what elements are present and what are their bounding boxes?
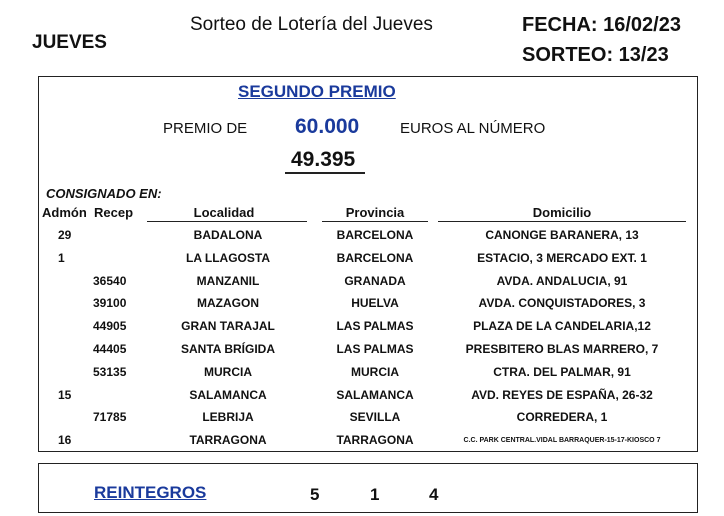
reintegros-label: REINTEGROS	[94, 483, 207, 502]
cell-localidad: LA LLAGOSTA	[186, 250, 270, 265]
cell-provincia: LAS PALMAS	[336, 319, 414, 334]
header-underline-localidad	[147, 221, 307, 222]
cell-provincia: BARCELONA	[336, 250, 414, 265]
cell-localidad: SANTA BRÍGIDA	[181, 342, 275, 356]
cell-recep: 44905	[93, 319, 127, 334]
table-row	[0, 388, 724, 410]
prize-amount: 60.000	[295, 115, 360, 138]
cell-localidad: TARRAGONA	[189, 433, 267, 448]
table-row	[0, 410, 724, 432]
table-row	[0, 274, 724, 296]
cell-localidad: SALAMANCA	[189, 387, 267, 402]
cell-localidad: BADALONA	[193, 228, 263, 242]
draw-date: FECHA: 16/02/23	[522, 14, 681, 36]
cell-provincia: BARCELONA	[336, 228, 414, 242]
cell-recep: 71785	[93, 410, 127, 425]
header-admon: Admón	[42, 205, 87, 220]
cell-domicilio: C.C. PARK CENTRAL.VIDAL BARRAQUER-15-17-KIOSCO 7	[463, 437, 661, 445]
cell-provincia: HUELVA	[351, 296, 399, 311]
reintegro-number: 5	[310, 485, 320, 504]
cell-recep: 44405	[93, 342, 127, 356]
cell-localidad: MANZANIL	[196, 273, 260, 288]
table-row	[0, 296, 724, 318]
header-recep: Recep	[94, 205, 134, 220]
cell-domicilio: ESTACIO, 3 MERCADO EXT. 1	[477, 250, 647, 265]
cell-recep: 36540	[93, 273, 127, 288]
table-row	[0, 251, 724, 273]
cell-domicilio: AVDA. CONQUISTADORES, 3	[478, 296, 646, 311]
cell-domicilio: PLAZA DE LA CANDELARIA,12	[473, 319, 651, 334]
table-row	[0, 319, 724, 341]
reintegro-number: 1	[370, 485, 380, 504]
euros-label: EUROS AL NÚMERO	[400, 120, 546, 137]
cell-provincia: SALAMANCA	[336, 387, 414, 402]
cell-localidad: MAZAGON	[197, 296, 259, 311]
cell-provincia: LAS PALMAS	[336, 342, 414, 356]
cell-localidad: LEBRIJA	[202, 410, 254, 425]
premio-de-label: PREMIO DE	[163, 120, 248, 137]
table-row	[0, 433, 724, 455]
cell-domicilio: CORREDERA, 1	[516, 410, 608, 425]
cell-localidad: GRAN TARAJAL	[181, 319, 275, 334]
cell-domicilio: CANONGE BARANERA, 13	[485, 228, 639, 242]
table-row	[0, 342, 724, 364]
cell-provincia: SEVILLA	[349, 410, 401, 425]
header-domicilio: Domicilio	[532, 205, 592, 220]
table-row	[0, 365, 724, 387]
cell-provincia: GRANADA	[344, 273, 406, 288]
cell-domicilio: AVDA. ANDALUCIA, 91	[496, 273, 628, 288]
cell-recep: 53135	[93, 364, 127, 379]
cell-provincia: MURCIA	[351, 364, 399, 379]
consignado-label: CONSIGNADO EN:	[46, 186, 162, 201]
page-title: Sorteo de Lotería del Jueves	[190, 14, 433, 35]
table-row	[0, 228, 724, 250]
winning-number-underline	[285, 172, 365, 174]
header-provincia: Provincia	[345, 205, 405, 220]
cell-admon: 16	[58, 433, 72, 448]
header-localidad: Localidad	[193, 205, 255, 220]
day-label: JUEVES	[32, 32, 107, 53]
prize-title: SEGUNDO PREMIO	[238, 82, 396, 101]
cell-localidad: MURCIA	[204, 364, 252, 379]
cell-domicilio: CTRA. DEL PALMAR, 91	[493, 364, 631, 379]
header-underline-provincia	[322, 221, 428, 222]
cell-admon: 1	[58, 250, 65, 265]
cell-domicilio: AVD. REYES DE ESPAÑA, 26-32	[471, 387, 653, 402]
cell-admon: 29	[58, 228, 72, 242]
winning-number: 49.395	[291, 148, 356, 171]
reintegro-number: 4	[429, 485, 439, 504]
cell-recep: 39100	[93, 296, 127, 311]
cell-domicilio: PRESBITERO BLAS MARRERO, 7	[465, 342, 659, 356]
cell-admon: 15	[58, 387, 72, 402]
header-underline-domicilio	[438, 221, 686, 222]
draw-number: SORTEO: 13/23	[522, 44, 669, 66]
cell-provincia: TARRAGONA	[336, 433, 414, 448]
